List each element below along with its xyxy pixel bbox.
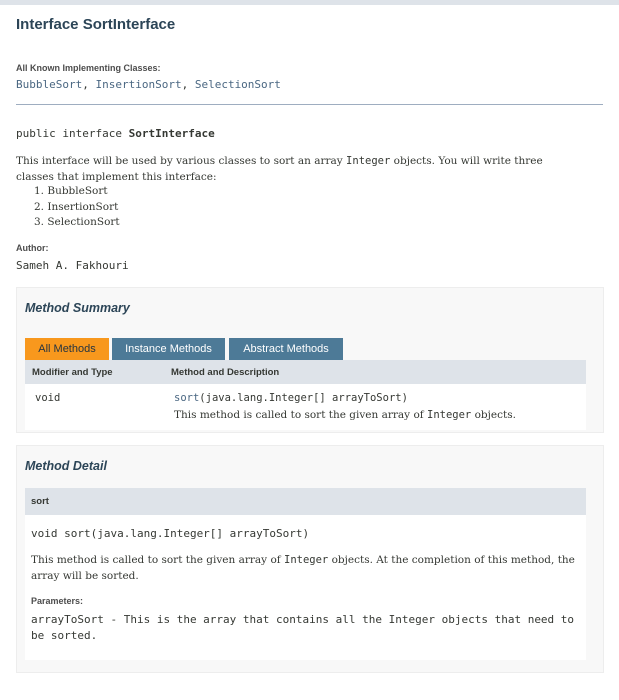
- parameters-label: Parameters:: [31, 596, 84, 606]
- list-item: 3. SelectionSort: [34, 216, 120, 228]
- list-item: 2. InsertionSort: [34, 200, 119, 213]
- page-title: Interface SortInterface: [16, 16, 176, 33]
- method-signature: [174, 392, 408, 404]
- detail-description-code: Integer: [284, 554, 329, 566]
- method-link-sort[interactable]: sort: [174, 392, 200, 404]
- method-detail-signature: void sort(java.lang.Integer[] arrayToSort): [31, 527, 310, 540]
- description-text: This interface will be used by various classes to sort an array: [16, 155, 347, 167]
- method-description-text: This method is called to sort the given array of: [174, 409, 427, 421]
- column-header-modifier: Modifier and Type: [32, 367, 113, 378]
- tab-all-methods[interactable]: All Methods: [25, 338, 109, 360]
- column-header-method: Method and Description: [171, 367, 280, 378]
- method-summary-title: Method Summary: [25, 301, 130, 315]
- separator: ,: [181, 78, 189, 91]
- implementation-list: [34, 184, 120, 231]
- class-link-selectionsort[interactable]: SelectionSort: [194, 78, 281, 91]
- tab-abstract-methods[interactable]: Abstract Methods: [229, 338, 343, 360]
- detail-description-text: This method is called to sort the given array of: [31, 554, 284, 566]
- method-detail-heading: [25, 488, 586, 515]
- tab-instance-methods[interactable]: Instance Methods: [112, 338, 225, 360]
- top-border: [0, 0, 619, 5]
- table-header: [25, 360, 586, 384]
- modifier-type: void: [35, 392, 61, 404]
- method-description-text: objects.: [471, 409, 516, 421]
- method-detail-title: Method Detail: [25, 459, 107, 473]
- divider: [16, 104, 603, 105]
- author-label: Author:: [16, 243, 49, 253]
- interface-description: [16, 154, 576, 185]
- method-description-code: Integer: [427, 409, 472, 421]
- author-name: Sameh A. Fakhouri: [16, 259, 129, 272]
- declaration-prefix: public interface: [16, 127, 129, 140]
- description-code: Integer: [346, 155, 391, 167]
- method-description: [174, 409, 516, 421]
- parameter-description: arrayToSort - This is the array that contains all the Integer objects that need to be sorted.: [31, 613, 575, 642]
- detail-description-text: objects. At the completion of this method, the array will be sorted.: [31, 554, 575, 582]
- method-params: (java.lang.Integer[] arrayToSort): [199, 392, 408, 404]
- method-detail-name: sort: [31, 496, 49, 507]
- description-text: objects. You will write three classes that implement this interface:: [16, 155, 543, 183]
- method-summary-panel: [16, 287, 604, 433]
- implementing-classes-label: All Known Implementing Classes:: [16, 63, 161, 73]
- list-item: 1. BubbleSort: [34, 185, 108, 197]
- implementing-classes-list: [16, 78, 281, 91]
- declaration-name: SortInterface: [128, 127, 215, 140]
- class-link-insertionsort[interactable]: InsertionSort: [95, 78, 182, 91]
- class-link-bubblesort[interactable]: BubbleSort: [16, 78, 83, 91]
- interface-declaration: [16, 127, 215, 140]
- separator: ,: [82, 78, 89, 91]
- table-row: [25, 384, 586, 430]
- method-detail-body: [25, 515, 586, 660]
- method-detail-description: [31, 553, 576, 584]
- method-detail-panel: [16, 445, 604, 673]
